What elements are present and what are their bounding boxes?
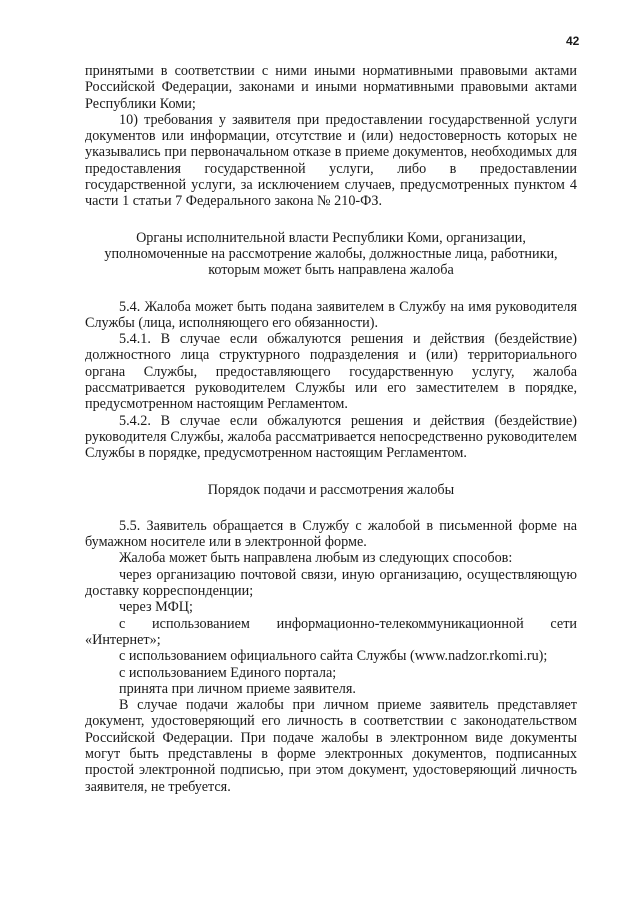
paragraph-5-4-2: 5.4.2. В случае если обжалуются решения и действия (бездействие) руководителя Службы, жалоба рассматривается непосредственно руководителем Службы в порядке, предусмотренном настоящим Регламентом. <box>85 412 577 462</box>
method-item: с использованием Единого портала; <box>119 664 337 681</box>
methods-intro: Жалоба может быть направлена любым из следующих способов: <box>119 550 513 567</box>
paragraph-5-4: 5.4. Жалоба может быть подана заявителем в Службу на имя руководителя Службы (лица, исполняющего его обязанности). <box>85 298 577 331</box>
section-heading-submission-procedure: Порядок подачи и рассмотрения жалобы <box>207 481 455 498</box>
item-10: 10) требования у заявителя при предоставлении государственной услуги документов или информации, отсутствие и (или) недостоверность которых не указывались при первоначальном отказе в приеме документов, необходимых для предоставления государственной услуги, либо в предоставлении государственной услуги, за исключением случаев, предусмотренных пунктом 4 части 1 статьи 7 Федерального закона № 210-ФЗ. <box>85 111 577 210</box>
method-item: принята при личном приеме заявителя. <box>119 680 356 697</box>
paragraph-5-4-1: 5.4.1. В случае если обжалуются решения и действия (бездействие) должностного лица структурного подразделения и (или) территориального органа Службы, предоставляющего государственную услугу, жалоба рассматривается руководителем Службы или его заместителем в порядке, предусмотренном настоящим Регламентом. <box>85 331 577 413</box>
method-item: через МФЦ; <box>119 599 193 616</box>
page-number: 42 <box>566 34 580 48</box>
section-heading-complaint-recipients: Органы исполнительной власти Республики Коми, организации, уполномоченные на рассмотрение жалобы, должностные лица, работники, которым может быть направлена жалоба <box>104 229 558 279</box>
paragraph-5-5: 5.5. Заявитель обращается в Службу с жалобой в письменной форме на бумажном носителе или в электронной форме. <box>85 517 577 551</box>
intro-continuation: принятыми в соответствии с ними иными нормативными правовыми актами Российской Федерации, законами и иными нормативными правовыми актами Республики Коми; <box>85 63 577 112</box>
method-item: с использованием информационно-телекоммуникационной сети «Интернет»; <box>85 615 577 648</box>
method-item-website: с использованием официального сайта Службы (www.nadzor.rkomi.ru); <box>119 648 548 665</box>
document-body <box>85 63 577 795</box>
method-item: через организацию почтовой связи, иную организацию, осуществляющую доставку корреспонденции; <box>85 566 577 600</box>
paragraph-personal-reception: В случае подачи жалобы при личном приеме заявитель представляет документ, удостоверяющий его личность в соответствии с законодательством Российской Федерации. При подаче жалобы в электронном виде документы могут быть представлены в форме электронных документов, подписанных простой электронной подписью, при этом документ, удостоверяющий личность заявителя, не требуется. <box>85 697 577 795</box>
